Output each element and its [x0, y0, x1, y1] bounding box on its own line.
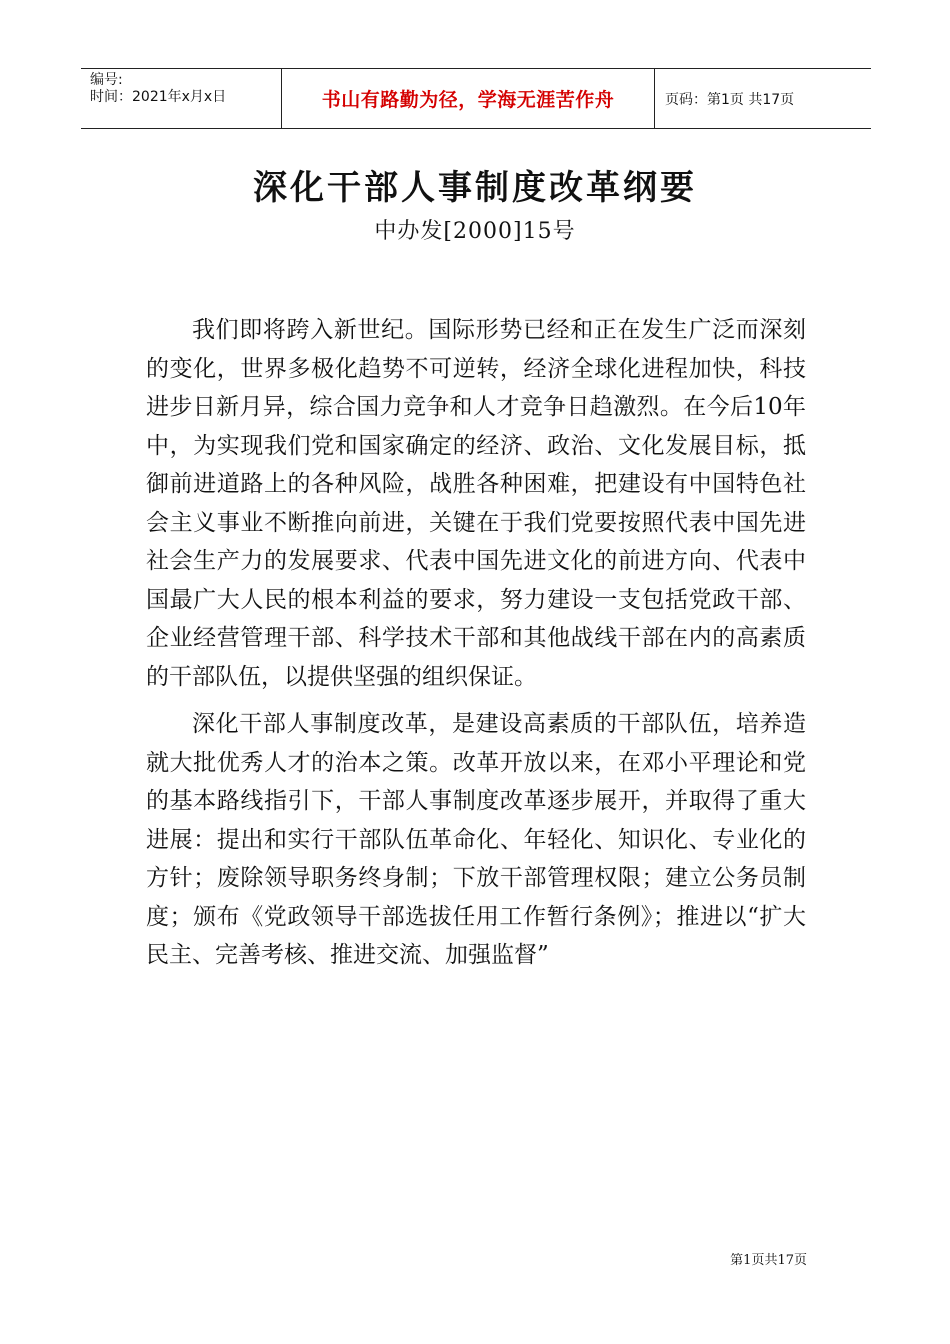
- document-number-label: 编号:: [90, 72, 123, 88]
- document-date-label: 时间：2021年x月x日: [90, 89, 227, 105]
- document-title: 深化干部人事制度改革纲要: [253, 168, 697, 208]
- header-page-indicator: 页码：第1页 共17页: [665, 91, 795, 108]
- body-paragraph: 我们即将跨入新世纪。国际形势已经和正在发生广泛而深刻的变化，世界多极化趋势不可逆转，经济全球化进程加快，科技进步日新月异，综合国力竞争和人才竞争日趋激烈。在今后10年中，为实现我们党和国家确定的经济、政治、文化发展目标，抵御前进道路上的各种风险，战胜各种困难，把建设有中国特色社会主义事业不断推向前进，关键在于我们党要按照代表中国先进社会生产力的发展要求、代表中国先进文化的前进方向、代表中国最广大人民的根本利益的要求，努力建设一支包括党政干部、企业经营管理干部、科学技术干部和其他战线干部在内的高素质的干部队伍，以提供坚强的组织保证。: [146, 317, 806, 690]
- header-page-cell: [655, 69, 871, 128]
- document-subtitle: 中办发[2000]15号: [374, 219, 576, 244]
- footer-page-indicator: 第1页共17页: [730, 1253, 807, 1268]
- header-motto-cell: [282, 69, 655, 128]
- header-meta-cell: [81, 69, 282, 128]
- body-paragraph: 深化干部人事制度改革，是建设高素质的干部队伍，培养造就大批优秀人才的治本之策。改革开放以来，在邓小平理论和党的基本路线指引下，干部人事制度改革逐步展开，并取得了重大进展：提出和实行干部队伍革命化、年轻化、知识化、专业化的方针；废除领导职务终身制；下放干部管理权限；建立公务员制度；颁布《党政领导干部选拔任用工作暂行条例》；推进以“扩大民主、完善考核、推进交流、加强监督”: [146, 711, 806, 968]
- header-table: [81, 68, 871, 129]
- header-motto: 书山有路勤为径，学海无涯苦作舟: [321, 89, 615, 111]
- document-body: [146, 311, 806, 984]
